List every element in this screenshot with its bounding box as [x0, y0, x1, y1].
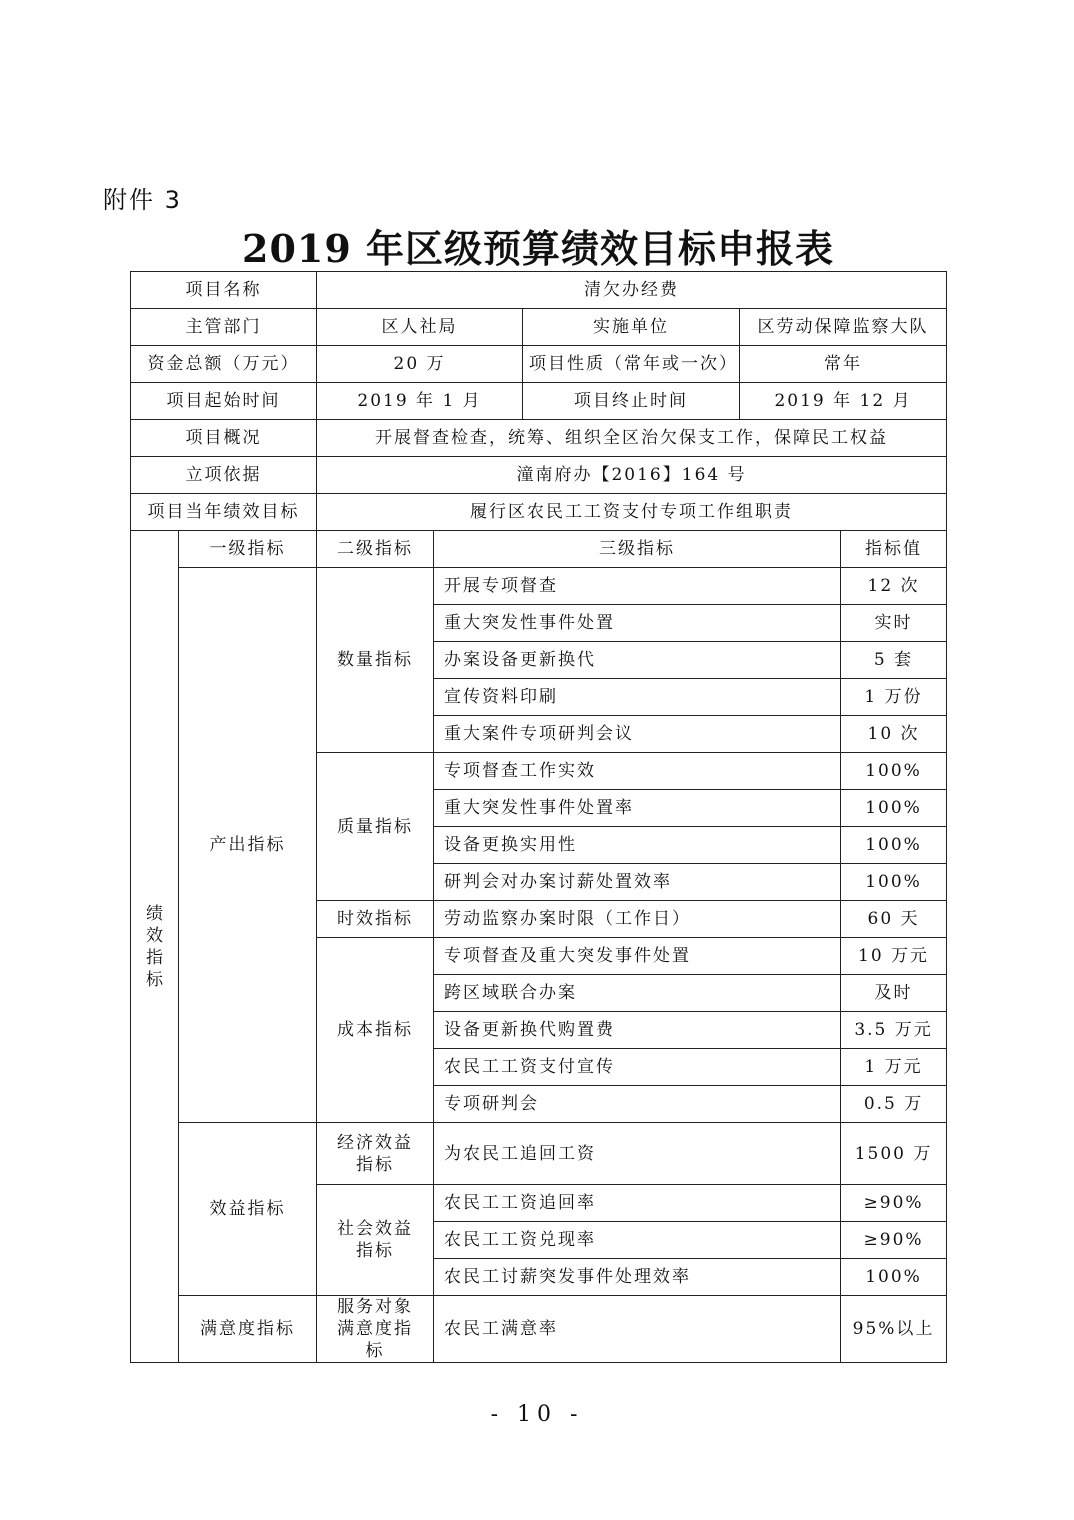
fund-value: 20 万 — [317, 346, 523, 383]
indicator-value: 12 次 — [841, 568, 947, 605]
level3-item: 专项督查及重大突发事件处置 — [434, 938, 841, 975]
budget-performance-table — [130, 271, 947, 1363]
indicator-value: 1 万元 — [841, 1049, 947, 1086]
indicator-value: 100% — [841, 1259, 947, 1296]
page-number: - 10 - — [490, 1402, 584, 1427]
level3-item: 农民工满意率 — [434, 1296, 841, 1363]
impl-value: 区劳动保障监察大队 — [740, 309, 947, 346]
indicator-value: 95%以上 — [841, 1296, 947, 1363]
project-name-row — [131, 272, 947, 309]
table-row — [131, 568, 947, 605]
timeliness-indicator-label: 时效指标 — [317, 901, 434, 938]
indicator-header-row — [131, 531, 947, 568]
level3-item: 开展专项督查 — [434, 568, 841, 605]
economic-indicator-label — [317, 1123, 434, 1185]
end-label: 项目终止时间 — [523, 383, 740, 420]
dept-label: 主管部门 — [131, 309, 317, 346]
quality-indicator-label: 质量指标 — [317, 753, 434, 901]
table-row — [131, 1296, 947, 1363]
indicator-value: 10 万元 — [841, 938, 947, 975]
overview-label: 项目概况 — [131, 420, 317, 457]
overview-value: 开展督查检查，统筹、组织全区治欠保支工作，保障民工权益 — [317, 420, 947, 457]
basis-value: 潼南府办【2016】164 号 — [317, 457, 947, 494]
level3-item: 劳动监察办案时限（工作日） — [434, 901, 841, 938]
page-title: 2019 年区级预算绩效目标申报表 — [242, 226, 834, 271]
indicator-value: ≥90% — [841, 1185, 947, 1222]
start-value: 2019 年 1 月 — [317, 383, 523, 420]
project-name-label: 项目名称 — [131, 272, 317, 309]
service-satisfaction-text: 服务对象满意度指标 — [337, 1297, 414, 1361]
indicator-value: 1 万份 — [841, 679, 947, 716]
attachment-label: 附件 3 — [103, 186, 182, 214]
indicator-value: 100% — [841, 753, 947, 790]
indicator-value: 3.5 万元 — [841, 1012, 947, 1049]
basis-row — [131, 457, 947, 494]
level3-item: 研判会对办案讨薪处置效率 — [434, 864, 841, 901]
indicator-value: 60 天 — [841, 901, 947, 938]
indicator-value: 100% — [841, 827, 947, 864]
level3-item: 宣传资料印刷 — [434, 679, 841, 716]
col-value-header: 指标值 — [841, 531, 947, 568]
goal-value: 履行区农民工工资支付专项工作组职责 — [317, 494, 947, 531]
table-row — [131, 1123, 947, 1185]
nature-value: 常年 — [740, 346, 947, 383]
indicator-value: 100% — [841, 790, 947, 827]
goal-row — [131, 494, 947, 531]
dept-value: 区人社局 — [317, 309, 523, 346]
fund-row — [131, 346, 947, 383]
level3-item: 重大案件专项研判会议 — [434, 716, 841, 753]
overview-row — [131, 420, 947, 457]
level3-item: 办案设备更新换代 — [434, 642, 841, 679]
indicator-value: 100% — [841, 864, 947, 901]
level3-item: 跨区域联合办案 — [434, 975, 841, 1012]
basis-label: 立项依据 — [131, 457, 317, 494]
level3-item: 农民工讨薪突发事件处理效率 — [434, 1259, 841, 1296]
impl-label: 实施单位 — [523, 309, 740, 346]
level3-item: 重大突发性事件处置 — [434, 605, 841, 642]
project-name-value: 清欠办经费 — [317, 272, 947, 309]
output-indicator-label: 产出指标 — [179, 568, 317, 1123]
service-satisfaction-label — [317, 1296, 434, 1363]
time-row — [131, 383, 947, 420]
side-label-text: 绩效指标 — [146, 903, 163, 990]
social-indicator-label — [317, 1185, 434, 1296]
performance-indicator-side-label — [131, 531, 179, 1363]
department-row — [131, 309, 947, 346]
col-level3-header: 三级指标 — [434, 531, 841, 568]
level3-item: 为农民工追回工资 — [434, 1123, 841, 1185]
level3-item: 农民工工资支付宣传 — [434, 1049, 841, 1086]
level3-item: 设备更新换代购置费 — [434, 1012, 841, 1049]
level3-item: 重大突发性事件处置率 — [434, 790, 841, 827]
level3-item: 农民工工资兑现率 — [434, 1222, 841, 1259]
fund-label: 资金总额（万元） — [131, 346, 317, 383]
cost-indicator-label: 成本指标 — [317, 938, 434, 1123]
indicator-value: 1500 万 — [841, 1123, 947, 1185]
quantity-indicator-label: 数量指标 — [317, 568, 434, 753]
indicator-value: 10 次 — [841, 716, 947, 753]
indicator-value: 及时 — [841, 975, 947, 1012]
col-level2-header: 二级指标 — [317, 531, 434, 568]
benefit-indicator-label: 效益指标 — [179, 1123, 317, 1296]
level3-item: 设备更换实用性 — [434, 827, 841, 864]
social-indicator-text: 社会效益指标 — [337, 1219, 414, 1261]
satisfaction-indicator-label: 满意度指标 — [179, 1296, 317, 1363]
indicator-value: 5 套 — [841, 642, 947, 679]
nature-label: 项目性质（常年或一次） — [523, 346, 740, 383]
goal-label: 项目当年绩效目标 — [131, 494, 317, 531]
indicator-value: ≥90% — [841, 1222, 947, 1259]
economic-indicator-text: 经济效益指标 — [337, 1132, 414, 1175]
end-value: 2019 年 12 月 — [740, 383, 947, 420]
indicator-value: 0.5 万 — [841, 1086, 947, 1123]
start-label: 项目起始时间 — [131, 383, 317, 420]
level3-item: 专项督查工作实效 — [434, 753, 841, 790]
level3-item: 专项研判会 — [434, 1086, 841, 1123]
level3-item: 农民工工资追回率 — [434, 1185, 841, 1222]
indicator-value: 实时 — [841, 605, 947, 642]
col-level1-header: 一级指标 — [179, 531, 317, 568]
